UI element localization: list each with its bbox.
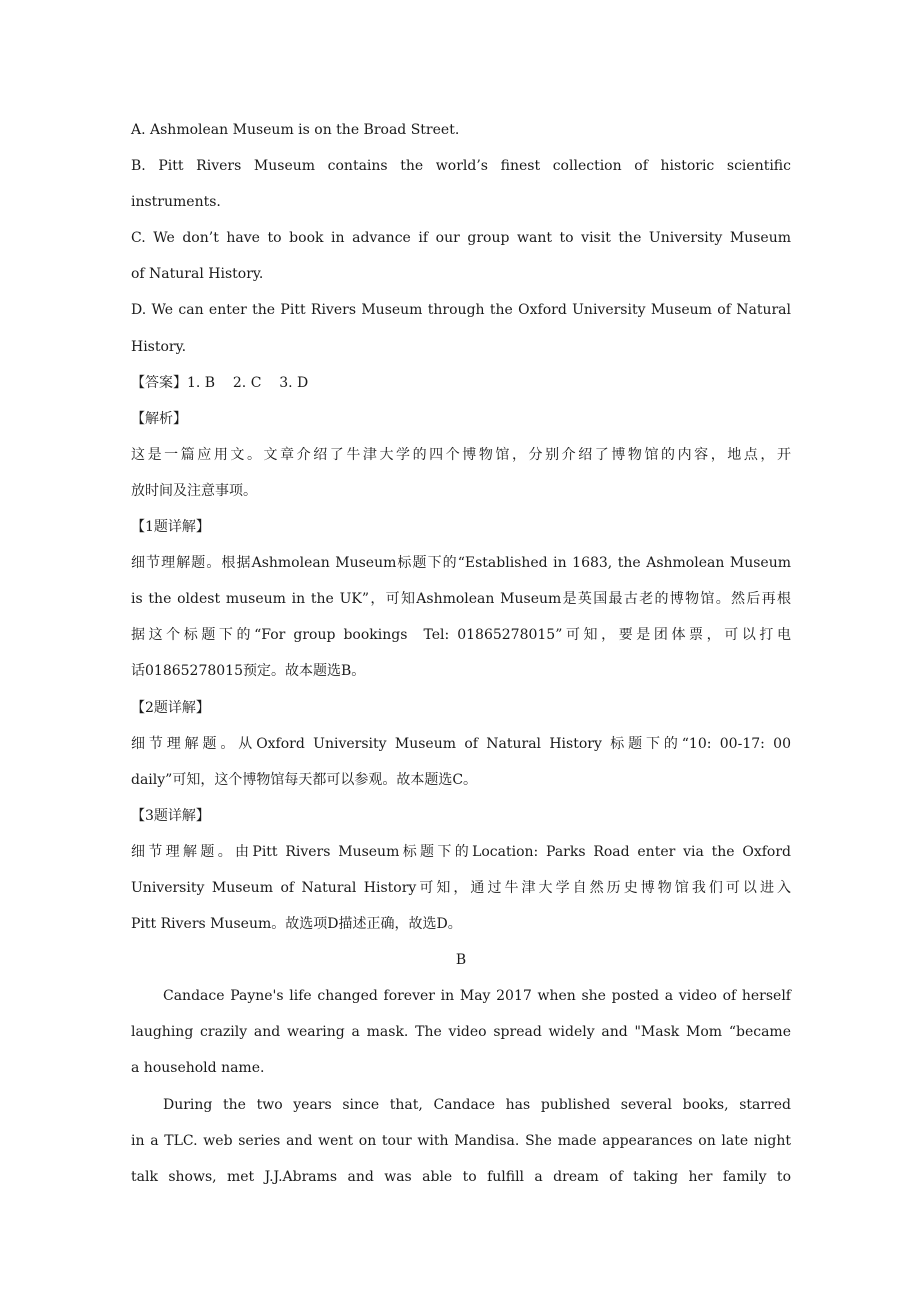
q3-line-2: University Museum of Natural History可知，通过牛津大学自然历史博物馆我们可以进入 [131,879,791,896]
q1-line-2: is the oldest museum in the UK”，可知Ashmolean Museum是英国最古老的博物馆。然后再根 [131,591,791,608]
q1-label: 【1题详解】 [131,519,210,536]
analysis-line-2: 放时间及注意事项。 [131,482,257,499]
q1-line-4: 话01865278015预定。故本题选B。 [131,663,366,680]
q3-label: 【3题详解】 [131,807,210,824]
passage-b-p2-line-3: talk shows, met J.J.Abrams and was able to fulfill a dream of taking her family to [131,1168,791,1185]
passage-b-p2-line-2: in a TLC. web series and went on tour with Mandisa. She made appearances on late night [131,1132,791,1149]
option-c-line-2: of Natural History. [131,266,264,283]
answer-label: 【答案】 [131,374,187,391]
option-b-line-1: B. Pitt Rivers Museum contains the world’s finest collection of historic scientific [131,158,791,175]
passage-b-p1-line-2: laughing crazily and wearing a mask. The video spread widely and "Mask Mom “became [131,1024,791,1041]
q3-line-3: Pitt Rivers Museum。故选项D描述正确，故选D。 [131,916,462,933]
q2-line-2: daily”可知，这个博物馆每天都可以参观。故本题选C。 [131,771,478,788]
passage-b-p2-line-1: During the two years since that, Candace has published several books, starred [163,1096,791,1113]
analysis-line-1: 这是一篇应用文。文章介绍了牛津大学的四个博物馆，分别介绍了博物馆的内容，地点，开 [131,446,791,463]
section-b-heading: B [455,952,467,969]
answer-line [131,365,791,401]
option-d-line-1: D. We can enter the Pitt Rivers Museum through the Oxford University Museum of Natural [131,302,791,319]
passage-b-p1-line-1: Candace Payne's life changed forever in May 2017 when she posted a video of herself [163,988,791,1005]
q2-line-1: 细节理解题。从Oxford University Museum of Natural History 标题下的“10: 00-17: 00 [131,735,791,752]
q1-line-1: 细节理解题。根据Ashmolean Museum标题下的“Established in 1683, the Ashmolean Museum [131,555,791,572]
analysis-label: 【解析】 [131,410,187,427]
passage-b-p1-line-3: a household name. [131,1060,265,1077]
document-page [131,112,791,1195]
option-c-line-1: C. We don’t have to book in advance if our group want to visit the University Museum [131,230,791,247]
answer-text: 1. B 2. C 3. D [187,374,309,391]
q3-line-1: 细节理解题。由Pitt Rivers Museum标题下的Location: Parks Road enter via the Oxford [131,843,791,860]
q1-line-3: 据这个标题下的“For group bookings Tel: 01865278015”可知，要是团体票，可以打电 [131,627,791,644]
option-a: A. Ashmolean Museum is on the Broad Street. [131,122,460,138]
option-d-line-2: History. [131,338,187,355]
option-b-line-2: instruments. [131,194,221,211]
q2-label: 【2题详解】 [131,699,210,716]
